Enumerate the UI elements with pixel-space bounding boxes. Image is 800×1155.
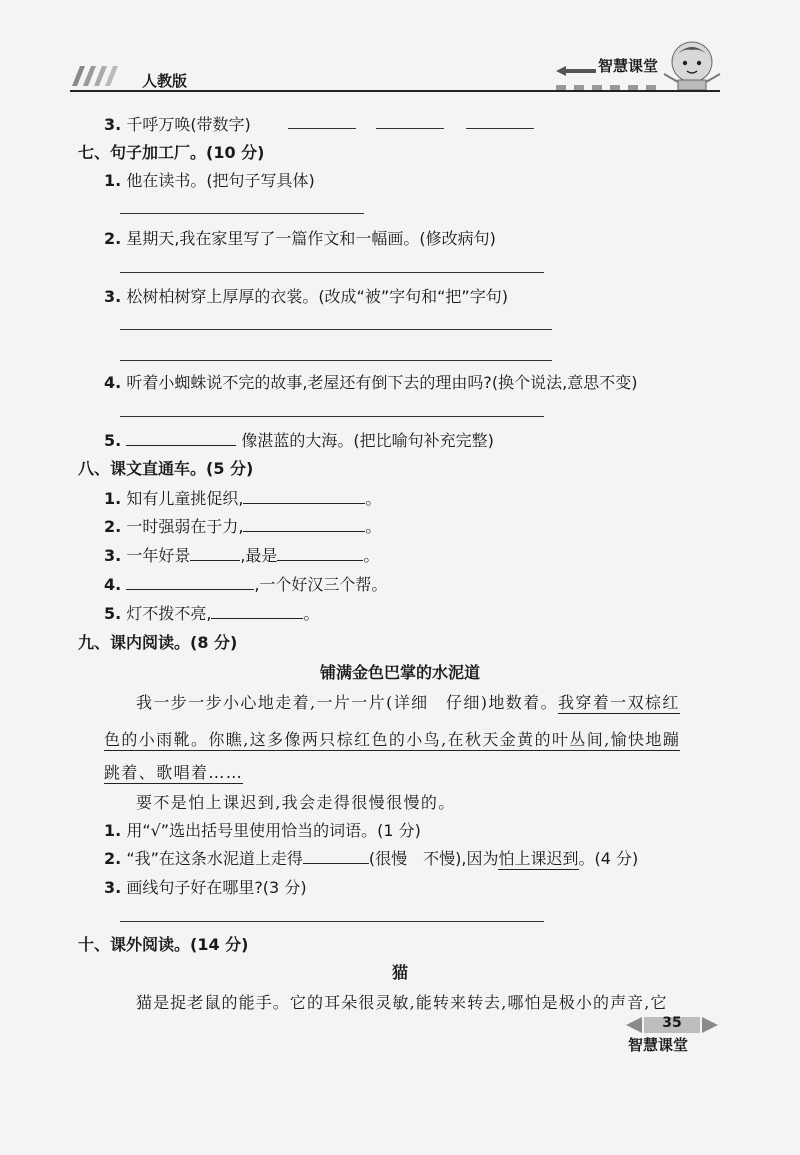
passage-title: 猫: [391, 963, 408, 982]
answer-blank[interactable]: [190, 546, 240, 561]
passage-line-3: [104, 760, 243, 783]
answer-blank[interactable]: [303, 849, 369, 864]
mascot-girl-icon: [662, 38, 722, 98]
sec8-item-2: 2. 一时强弱在于力, 。: [104, 517, 382, 536]
section-8-title: 八、课文直通车。(5 分): [78, 459, 254, 478]
page-number: 35: [662, 1015, 682, 1031]
sec9-question-1: 1. 用“√”选出括号里使用恰当的词语。(1 分): [104, 821, 421, 840]
answer-line[interactable]: [120, 360, 552, 361]
answer-blank[interactable]: [277, 546, 363, 561]
answer-blank[interactable]: [243, 489, 365, 504]
sec7-item-4: 4. 听着小蜘蛛说不完的故事,老屋还有倒下去的理由吗?(换个说法,意思不变): [104, 373, 638, 392]
header-dots: [556, 78, 674, 97]
answer-line[interactable]: [120, 329, 552, 330]
underlined-sentence: 跳着、歌唱着……: [104, 763, 244, 782]
edition-label: 人教版: [142, 72, 188, 90]
header-stripes: [72, 66, 124, 90]
item-text: 千呼万唤(带数字): [126, 115, 251, 134]
sec9-question-2: 2. “我”在这条水泥道上走得 (很慢 不慢),因为怕上课迟到。(4 分): [104, 849, 639, 868]
underlined-sentence: 我穿着一双棕红: [557, 693, 680, 712]
answer-line[interactable]: [120, 213, 364, 214]
sec8-item-4: 4. ,一个好汉三个帮。: [104, 575, 388, 594]
answer-blank[interactable]: [288, 128, 356, 129]
passage-paragraph-2: 要不是怕上课迟到,我会走得很慢很慢的。: [136, 793, 456, 812]
answer-blank[interactable]: [211, 604, 303, 619]
sec9-question-3: 3. 画线句子好在哪里?(3 分): [104, 878, 307, 897]
sec7-item-2: 2. 星期天,我在家里写了一篇作文和一幅画。(修改病句): [104, 229, 496, 248]
answer-blank[interactable]: [126, 575, 254, 590]
section-7-title: 七、句子加工厂。(10 分): [78, 143, 265, 162]
passage-line-1: 猫是捉老鼠的能手。它的耳朵很灵敏,能转来转去,哪怕是极小的声音,它: [136, 993, 668, 1012]
answer-line[interactable]: [120, 272, 544, 273]
passage-line-1: 我一步一步小心地走着,一片一片(详细 仔细)地数着。我穿着一双棕红: [136, 693, 680, 712]
sec7-item-3: 3. 松树柏树穿上厚厚的衣裳。(改成“被”字句和“把”字句): [104, 287, 508, 306]
sec8-item-1: 1. 知有儿童挑促织, 。: [104, 489, 382, 508]
item-number: 3.: [104, 115, 122, 134]
sec8-item-3: 3. 一年好景 ,最是 。: [104, 546, 380, 565]
section-10-title: 十、课外阅读。(14 分): [78, 935, 249, 954]
answer-line[interactable]: [120, 921, 544, 922]
header-brand: 智慧课堂: [598, 57, 659, 75]
footer-brand: 智慧课堂: [628, 1036, 689, 1054]
answer-blank[interactable]: [376, 128, 444, 129]
underlined-phrase: 怕上课迟到: [498, 849, 579, 868]
passage-title: 铺满金色巴掌的水泥道: [319, 663, 480, 682]
header-rule: [70, 90, 720, 92]
answer-blank[interactable]: [243, 517, 365, 532]
answer-blank[interactable]: [466, 128, 534, 129]
section-9-title: 九、课内阅读。(8 分): [78, 633, 238, 652]
passage-line-2: [104, 727, 680, 750]
underlined-sentence: 色的小雨靴。你瞧,这多像两只棕红色的小鸟,在秋天金黄的叶丛间,愉快地蹦: [104, 730, 681, 749]
answer-line[interactable]: [120, 416, 544, 417]
sec8-item-5: 5. 灯不拨不亮, 。: [104, 604, 320, 623]
q6-item-3: [104, 112, 251, 135]
sec7-item-1: 1. 他在读书。(把句子写具体): [104, 171, 315, 190]
answer-blank[interactable]: [126, 431, 236, 446]
sec7-item-5: 5. 像湛蓝的大海。(把比喻句补充完整): [104, 431, 494, 450]
